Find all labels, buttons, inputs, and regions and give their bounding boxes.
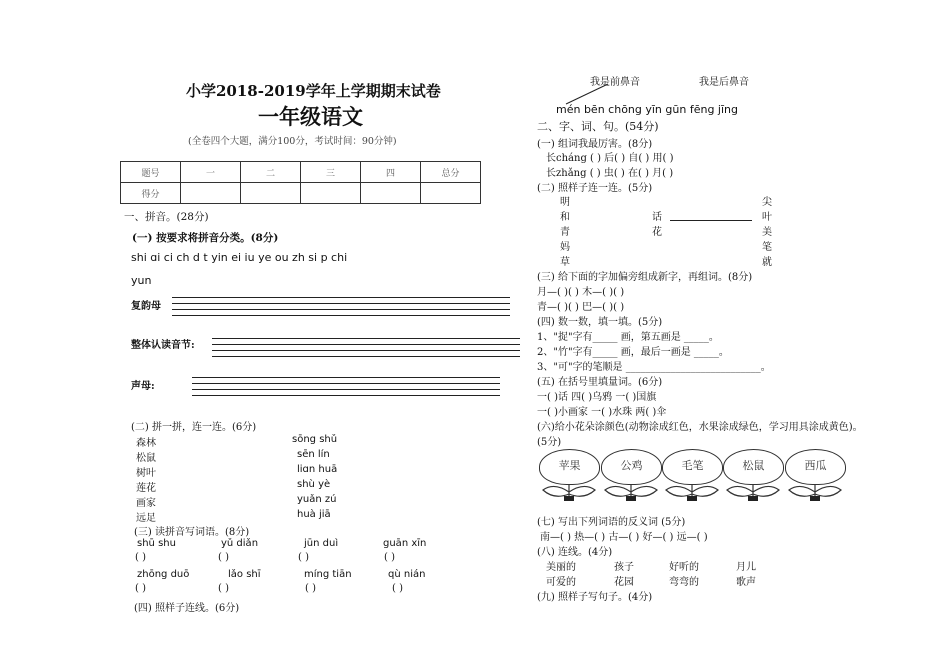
flower-label: 西瓜 xyxy=(804,459,827,472)
match-char-right[interactable]: 就 xyxy=(762,257,772,268)
word-item[interactable]: 森林 xyxy=(136,438,156,449)
answer-line[interactable] xyxy=(212,344,520,345)
match-char-right[interactable]: 尖 xyxy=(762,197,772,208)
link-word[interactable]: 美丽的 xyxy=(546,562,576,573)
answer-line[interactable] xyxy=(212,356,520,357)
shengmu-label: 声母: xyxy=(131,381,155,392)
exam-title: 小学2018-2019学年上学期期末试卷 xyxy=(186,82,441,100)
back-nasal-label: 我是后鼻音 xyxy=(699,77,749,88)
score-row-label: 得分 xyxy=(121,183,181,204)
flower-squirrel[interactable] xyxy=(723,449,784,485)
score-table-score-row xyxy=(121,183,481,204)
answer-bracket[interactable]: ( ) xyxy=(384,552,395,563)
leaf-icon xyxy=(724,482,782,502)
flower-label: 公鸡 xyxy=(620,459,643,472)
leaf-icon xyxy=(540,482,598,502)
word-item[interactable]: 画家 xyxy=(136,498,156,509)
answer-bracket[interactable]: ( ) xyxy=(218,583,229,594)
answer-bracket[interactable]: ( ) xyxy=(135,552,146,563)
link-word[interactable]: 花园 xyxy=(614,577,634,588)
pinyin-item[interactable]: sōng shǔ xyxy=(292,434,338,445)
front-nasal-label: 我是前鼻音 xyxy=(590,77,640,88)
score-cell xyxy=(361,183,421,204)
question-2-9: (九) 照样子写句子。(4分) xyxy=(537,592,653,603)
exam-note: (全卷四个大题，满分100分，考试时间：90分钟) xyxy=(188,136,397,147)
answer-line[interactable] xyxy=(172,297,510,298)
answer-line[interactable] xyxy=(172,309,510,310)
question-2-3: (三) 给下面的字加偏旁组成新字，再组词。(8分) xyxy=(537,272,753,283)
question-1-1: (一) 按要求将拼音分类。(8分) xyxy=(132,232,279,244)
answer-line[interactable] xyxy=(192,383,500,384)
zhengti-label: 整体认读音节: xyxy=(131,340,195,351)
subject-title: 一年级语文 xyxy=(258,104,363,129)
pinyin-list: shi ɑi ci ch d t yin ei iu ye ou zh si p chi xyxy=(131,251,348,264)
pinyin-prompt: zhōng duō xyxy=(137,569,190,580)
match-char-right[interactable]: 笔 xyxy=(762,242,772,253)
link-word[interactable]: 弯弯的 xyxy=(669,577,699,588)
score-header-cell: 二 xyxy=(241,162,301,183)
question-2-5: (五) 在括号里填量词。(6分) xyxy=(537,377,663,388)
answer-bracket[interactable]: ( ) xyxy=(305,583,316,594)
word-item[interactable]: 松鼠 xyxy=(136,453,156,464)
score-table-header-row xyxy=(121,162,481,183)
stroke-question[interactable]: 1、"捉"字有_____ 画，第五画是 _____。 xyxy=(537,332,719,343)
pinyin-list-cont: yun xyxy=(131,274,152,287)
flower-brush[interactable] xyxy=(662,449,723,485)
match-char-mid[interactable]: 花 xyxy=(652,227,662,238)
flower-label: 苹果 xyxy=(558,459,581,472)
stroke-question[interactable]: 3、"可"字的笔顺是 ___________________________。 xyxy=(537,362,771,373)
question-1-4: (四) 照样子连线。(6分) xyxy=(134,603,240,614)
section-1-heading: 一、拼音。(28分) xyxy=(124,211,209,223)
score-header-cell: 四 xyxy=(361,162,421,183)
pinyin-item[interactable]: sēn lín xyxy=(297,449,330,460)
question-2-1: (一) 组词我最厉害。(8分) xyxy=(537,139,653,150)
match-char-mid[interactable]: 话 xyxy=(652,212,662,223)
pinyin-prompt: lǎo shī xyxy=(228,569,261,580)
link-word[interactable]: 可爱的 xyxy=(546,577,576,588)
question-1-2: (二) 拼一拼，连一连。(6分) xyxy=(131,422,257,433)
pinyin-prompt: yǔ diǎn xyxy=(221,538,259,549)
link-word[interactable]: 好听的 xyxy=(669,562,699,573)
answer-bracket[interactable]: ( ) xyxy=(218,552,229,563)
word-item[interactable]: 树叶 xyxy=(136,468,156,479)
question-2-6: (六)给小花朵涂颜色(动物涂成红色，水果涂成绿色，学习用具涂成黄色)。 xyxy=(537,422,863,433)
flower-apple[interactable] xyxy=(539,449,600,485)
pinyin-prompt: jūn duì xyxy=(304,538,339,549)
flower-watermelon[interactable] xyxy=(785,449,846,485)
word-group-row[interactable]: 长cháng ( ) 后( ) 自( ) 用( ) xyxy=(546,153,674,164)
word-item[interactable]: 远足 xyxy=(136,513,156,524)
question-2-6-points: (5分) xyxy=(537,437,562,448)
match-char-left[interactable]: 和 xyxy=(560,212,570,223)
link-word[interactable]: 孩子 xyxy=(614,562,634,573)
word-item[interactable]: 莲花 xyxy=(136,483,156,494)
answer-line[interactable] xyxy=(670,220,752,221)
antonym-row[interactable]: 南—( ) 热—( ) 古—( ) 好—( ) 远—( ) xyxy=(540,532,708,543)
link-word[interactable]: 歌声 xyxy=(736,577,756,588)
leaf-icon xyxy=(786,482,844,502)
score-table xyxy=(120,161,481,204)
answer-line[interactable] xyxy=(192,395,500,396)
pinyin-item[interactable]: yuǎn zú xyxy=(297,494,337,505)
stroke-question[interactable]: 2、"竹"字有_____ 画，最后一画是 _____。 xyxy=(537,347,729,358)
answer-line[interactable] xyxy=(212,338,520,339)
pinyin-item[interactable]: liɑn huā xyxy=(297,464,338,475)
pinyin-prompt: shū shu xyxy=(137,538,176,549)
score-cell xyxy=(241,183,301,204)
answer-line[interactable] xyxy=(192,389,500,390)
answer-line[interactable] xyxy=(172,303,510,304)
match-char-left[interactable]: 明 xyxy=(560,197,570,208)
pinyin-prompt: guān xīn xyxy=(383,538,427,549)
pinyin-prompt: míng tiān xyxy=(304,569,352,580)
link-word[interactable]: 月儿 xyxy=(736,562,756,573)
pinyin-prompt: qù nián xyxy=(388,569,426,580)
question-2-2: (二) 照样子连一连。(5分) xyxy=(537,183,653,194)
answer-bracket[interactable]: ( ) xyxy=(135,583,146,594)
flower-label: 毛笔 xyxy=(681,459,704,472)
match-char-left[interactable]: 青 xyxy=(560,227,570,238)
answer-bracket[interactable]: ( ) xyxy=(392,583,403,594)
answer-bracket[interactable]: ( ) xyxy=(298,552,309,563)
score-header-cell: 一 xyxy=(181,162,241,183)
score-cell xyxy=(301,183,361,204)
radical-row[interactable]: 月—( )( ) 木—( )( ) xyxy=(537,287,625,298)
match-char-right[interactable]: 美 xyxy=(762,227,772,238)
flower-label: 松鼠 xyxy=(742,459,765,472)
question-1-3: (三) 读拼音写词语。(8分) xyxy=(134,527,250,538)
match-char-right[interactable]: 叶 xyxy=(762,212,772,223)
word-group-row[interactable]: 长zhǎng ( ) 虫( ) 在( ) 月( ) xyxy=(546,168,674,179)
nasal-pinyin-list: mén bēn chōng yīn gūn fēng jīng xyxy=(556,103,738,116)
match-char-left[interactable]: 草 xyxy=(560,257,570,268)
fuyunmu-label: 复韵母 xyxy=(131,301,161,312)
score-cell xyxy=(181,183,241,204)
match-char-left[interactable]: 妈 xyxy=(560,242,570,253)
section-2-heading: 二、字、词、句。(54分) xyxy=(537,120,659,133)
question-2-7: (七) 写出下列词语的反义词 (5分) xyxy=(537,517,686,528)
answer-line[interactable] xyxy=(172,315,510,316)
flower-rooster[interactable] xyxy=(601,449,662,485)
score-header-cell: 题号 xyxy=(121,162,181,183)
measure-word-row[interactable]: 一( )小画家 一( )水珠 两( )伞 xyxy=(537,407,667,418)
leaf-icon xyxy=(602,482,660,502)
leaf-icon xyxy=(663,482,721,502)
measure-word-row[interactable]: 一( )话 四( )乌鸦 一( )国旗 xyxy=(537,392,657,403)
question-2-8: (八) 连线。(4分) xyxy=(537,547,613,558)
answer-line[interactable] xyxy=(212,350,520,351)
pinyin-item[interactable]: shù yè xyxy=(297,479,331,490)
score-cell xyxy=(421,183,481,204)
answer-line[interactable] xyxy=(192,377,500,378)
radical-row[interactable]: 青—( )( ) 巴—( )( ) xyxy=(537,302,625,313)
score-header-cell: 总分 xyxy=(421,162,481,183)
question-2-4: (四) 数一数，填一填。(5分) xyxy=(537,317,663,328)
pinyin-item[interactable]: huà jiā xyxy=(297,509,331,520)
score-header-cell: 三 xyxy=(301,162,361,183)
